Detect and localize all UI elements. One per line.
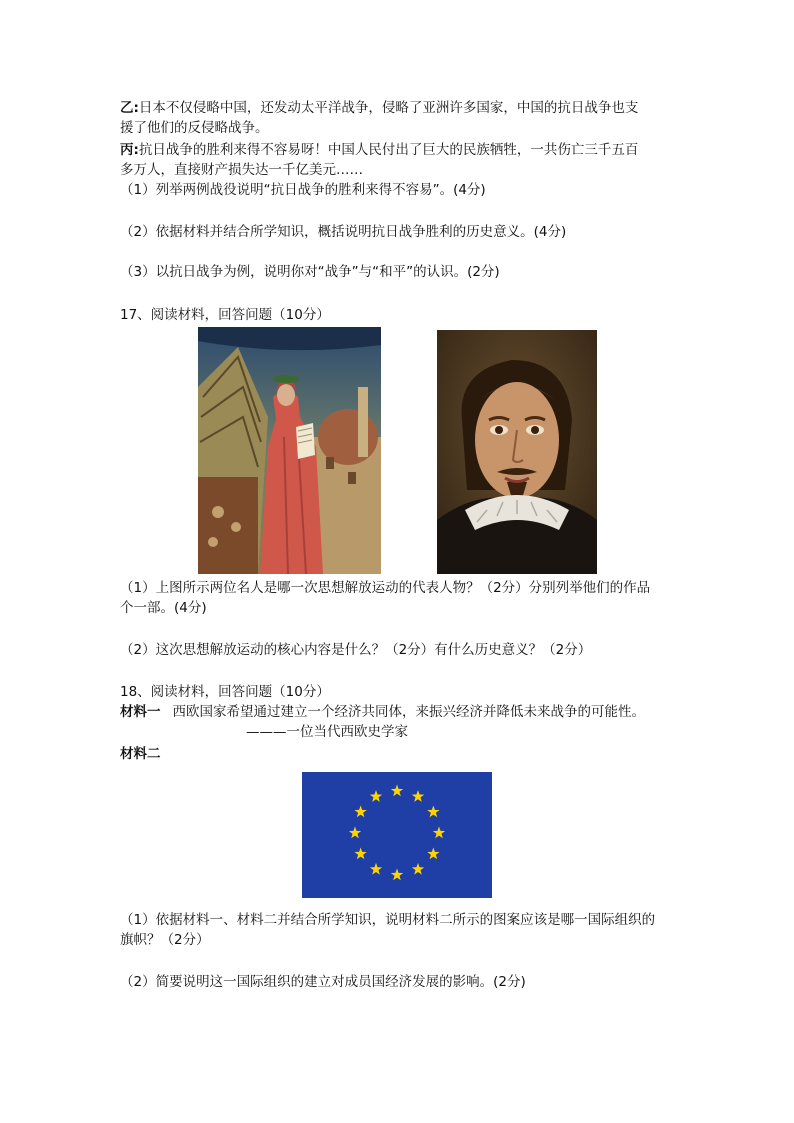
eu-flag-svg <box>302 772 492 898</box>
material-yi-label: 乙: <box>120 100 139 116</box>
material-yi-line2: 援了他们的反侵略战争。 <box>120 120 269 136</box>
material-bing-label: 丙: <box>120 142 139 158</box>
question-18-1-line2: 旗帜？（2分） <box>120 932 210 948</box>
material-1-label: 材料一 <box>120 704 161 720</box>
material-2-label: 材料二 <box>120 746 161 762</box>
question-17-1-line2: 个一部。(4分) <box>120 600 207 616</box>
question-16-1: （1）列举两例战役说明“抗日战争的胜利来得不容易”。(4分) <box>120 182 486 198</box>
question-17-1-line1: （1）上图所示两位名人是哪一次思想解放运动的代表人物？（2分）分别列举他们的作品 <box>120 580 651 596</box>
question-18-2: （2）简要说明这一国际组织的建立对成员国经济发展的影响。(2分) <box>120 974 526 990</box>
material-1-line <box>120 702 645 722</box>
dante-painting-image <box>198 327 381 574</box>
material-1-source: ———一位当代西欧史学家 <box>246 724 408 740</box>
material-yi-line1: 乙:日本不仅侵略中国，还发动太平洋战争，侵略了亚洲许多国家，中国的抗日战争也支 <box>120 100 639 116</box>
question-17-title: 17、阅读材料，回答问题（10分） <box>120 307 330 323</box>
material-bing-line1: 丙:抗日战争的胜利来得不容易呀！中国人民付出了巨大的民族牺牲，一共伤亡三千五百 <box>120 142 639 158</box>
question-18-1-line1: （1）依据材料一、材料二并结合所学知识，说明材料二所示的图案应该是哪一国际组织的 <box>120 912 656 928</box>
shakespeare-portrait-image <box>437 330 597 574</box>
question-17-2: （2）这次思想解放运动的核心内容是什么？（2分）有什么历史意义？（2分） <box>120 642 592 658</box>
question-16-3: （3）以抗日战争为例，说明你对“战争”与“和平”的认识。(2分) <box>120 264 500 280</box>
eu-flag-image <box>302 772 492 898</box>
material-1-text: 西欧国家希望通过建立一个经济共同体，来振兴经济并降低未来战争的可能性。 <box>172 704 645 720</box>
question-18-title: 18、阅读材料，回答问题（10分） <box>120 684 330 700</box>
material-bing-line2: 多万人，直接财产损失达一千亿美元…… <box>120 162 363 178</box>
question-16-2: （2）依据材料并结合所学知识，概括说明抗日战争胜利的历史意义。(4分) <box>120 224 567 240</box>
